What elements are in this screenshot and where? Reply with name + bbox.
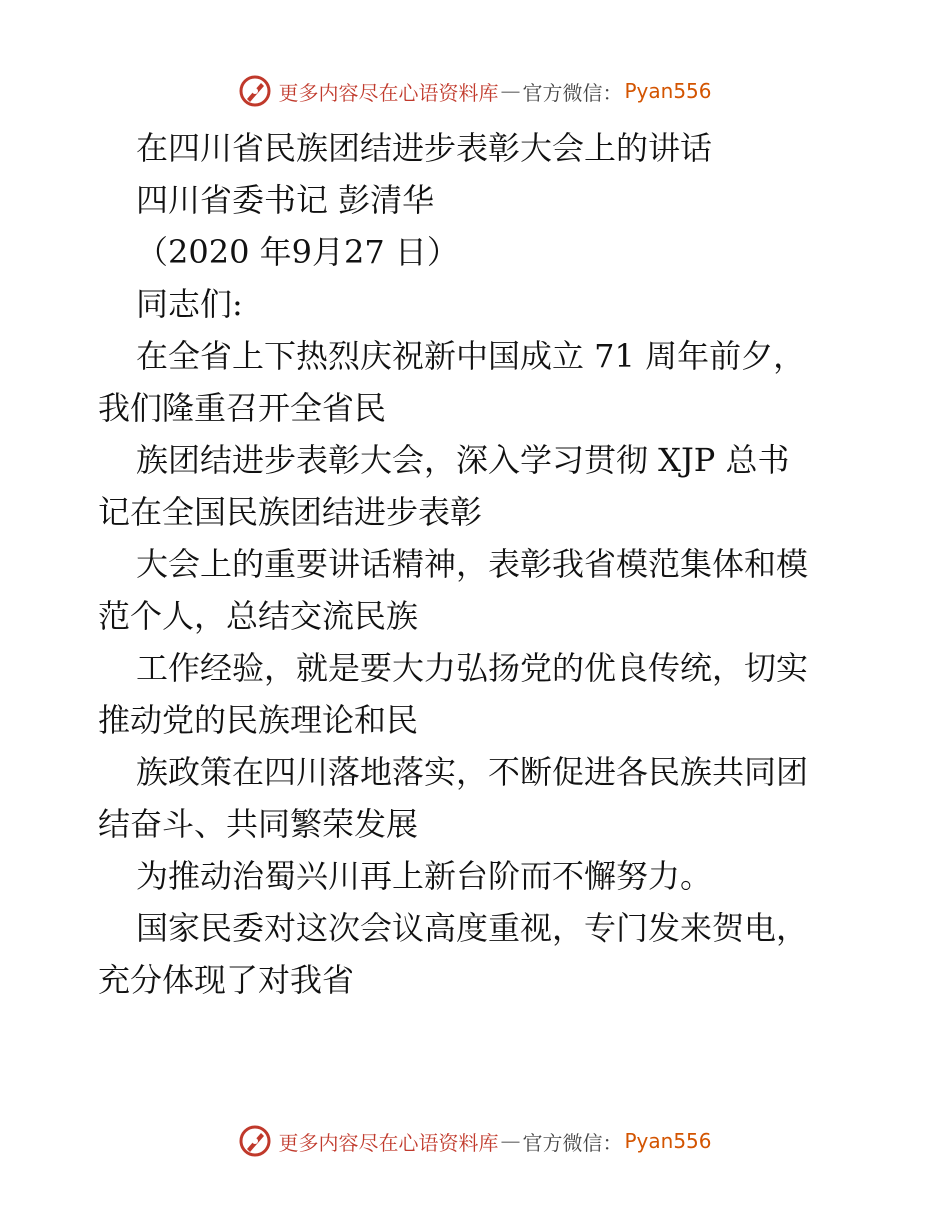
text-line: 为推动治蜀兴川再上新台阶而不懈努力。: [136, 857, 713, 895]
watermark-text: 更多内容尽在心语资料库: [278, 1130, 499, 1155]
header-watermark: [0, 74, 950, 108]
watermark-separator: —: [500, 79, 521, 103]
document-date: （2020 年9月27 日）: [136, 233, 459, 271]
text-line: 族政策在四川落地落实，不断促进各民族共同团: [136, 753, 809, 791]
text-line: 大会上的重要讲话精神，表彰我省模范集体和模: [136, 545, 809, 583]
text-line: 在全省上下热烈庆祝新中国成立 71 周年前夕，: [136, 337, 806, 375]
watermark-label: 官方微信：: [522, 1130, 623, 1155]
document-body: [98, 122, 858, 1006]
document-title: 在四川省民族团结进步表彰大会上的讲话: [136, 129, 713, 167]
watermark-label: 官方微信：: [522, 80, 623, 105]
text-line: 充分体现了对我省: [98, 961, 355, 999]
text-line: 结奋斗、共同繁荣发展: [98, 805, 419, 843]
watermark-text: 更多内容尽在心语资料库: [278, 80, 499, 105]
watermark-wechat-id: Pyan556: [624, 79, 712, 103]
footer-watermark: [0, 1124, 950, 1158]
text-line: 我们隆重召开全省民: [98, 389, 387, 427]
text-line: 族团结进步表彰大会，深入学习贯彻 XJP 总书: [136, 441, 790, 479]
text-line: 推动党的民族理论和民: [98, 701, 419, 739]
pen-logo-icon: [238, 74, 272, 108]
watermark-separator: —: [500, 1129, 521, 1153]
document-salutation: 同志们:: [136, 285, 243, 323]
text-line: 工作经验，就是要大力弘扬党的优良传统，切实: [136, 649, 809, 687]
text-line: 记在全国民族团结进步表彰: [98, 493, 483, 531]
pen-logo-icon: [238, 1124, 272, 1158]
document-author: 四川省委书记 彭清华: [136, 181, 435, 219]
watermark-wechat-id: Pyan556: [624, 1129, 712, 1153]
text-line: 范个人，总结交流民族: [98, 597, 419, 635]
text-line: 国家民委对这次会议高度重视，专门发来贺电，: [136, 909, 809, 947]
